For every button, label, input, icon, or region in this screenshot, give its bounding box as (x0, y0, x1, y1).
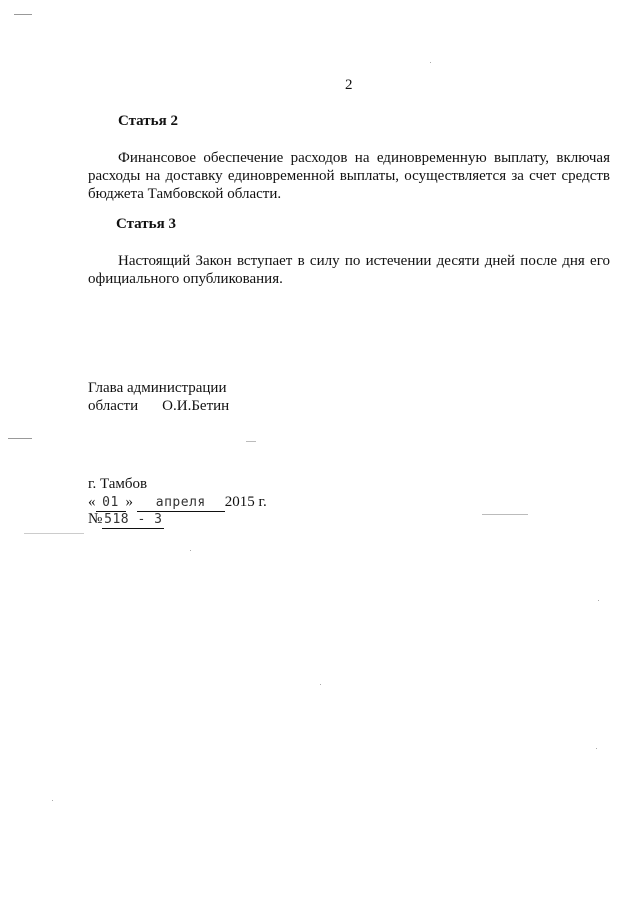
law-number-field (102, 511, 164, 529)
law-number: 518 - 3 (104, 512, 163, 527)
date-line (88, 494, 267, 512)
scan-speck (598, 600, 599, 601)
scan-speck (320, 684, 321, 685)
number-sign: № (88, 511, 103, 527)
signatory-region: области (88, 398, 139, 414)
signatory-name: О.И.Бетин (162, 398, 230, 414)
law-number-line (88, 511, 164, 529)
date-day-field (96, 494, 126, 512)
article-3-text: Настоящий Закон вступает в силу по истечении десяти дней после дня его официального опубликования. (88, 253, 610, 287)
date-year: 2015 г. (224, 494, 267, 510)
scan-artifact (246, 441, 256, 442)
signatory-line (88, 397, 229, 415)
signatory-title: Глава администрации (88, 380, 227, 396)
scan-artifact (8, 438, 32, 439)
scan-speck (190, 550, 191, 551)
date-close-quote: » (125, 494, 133, 510)
place-of-signing: г. Тамбов (88, 476, 148, 492)
scan-artifact (482, 514, 528, 515)
article-2-text: Финансовое обеспечение расходов на единовременную выплату, включая расходы на доставку единовременной выплаты, осуществляется за счет средств бюджета Тамбовской области. (88, 150, 610, 202)
article-2-heading: Статья 2 (118, 113, 178, 129)
scan-speck (430, 62, 431, 63)
scan-speck (596, 748, 597, 749)
page-number: 2 (345, 77, 353, 93)
scan-artifact (14, 14, 32, 15)
date-open-quote: « (88, 494, 96, 510)
date-day: 01 (102, 495, 119, 510)
scan-speck (52, 800, 53, 801)
article-3-heading: Статья 3 (116, 216, 176, 232)
scan-artifact (24, 533, 84, 534)
date-month-field (137, 494, 225, 512)
date-month: апреля (155, 495, 206, 510)
